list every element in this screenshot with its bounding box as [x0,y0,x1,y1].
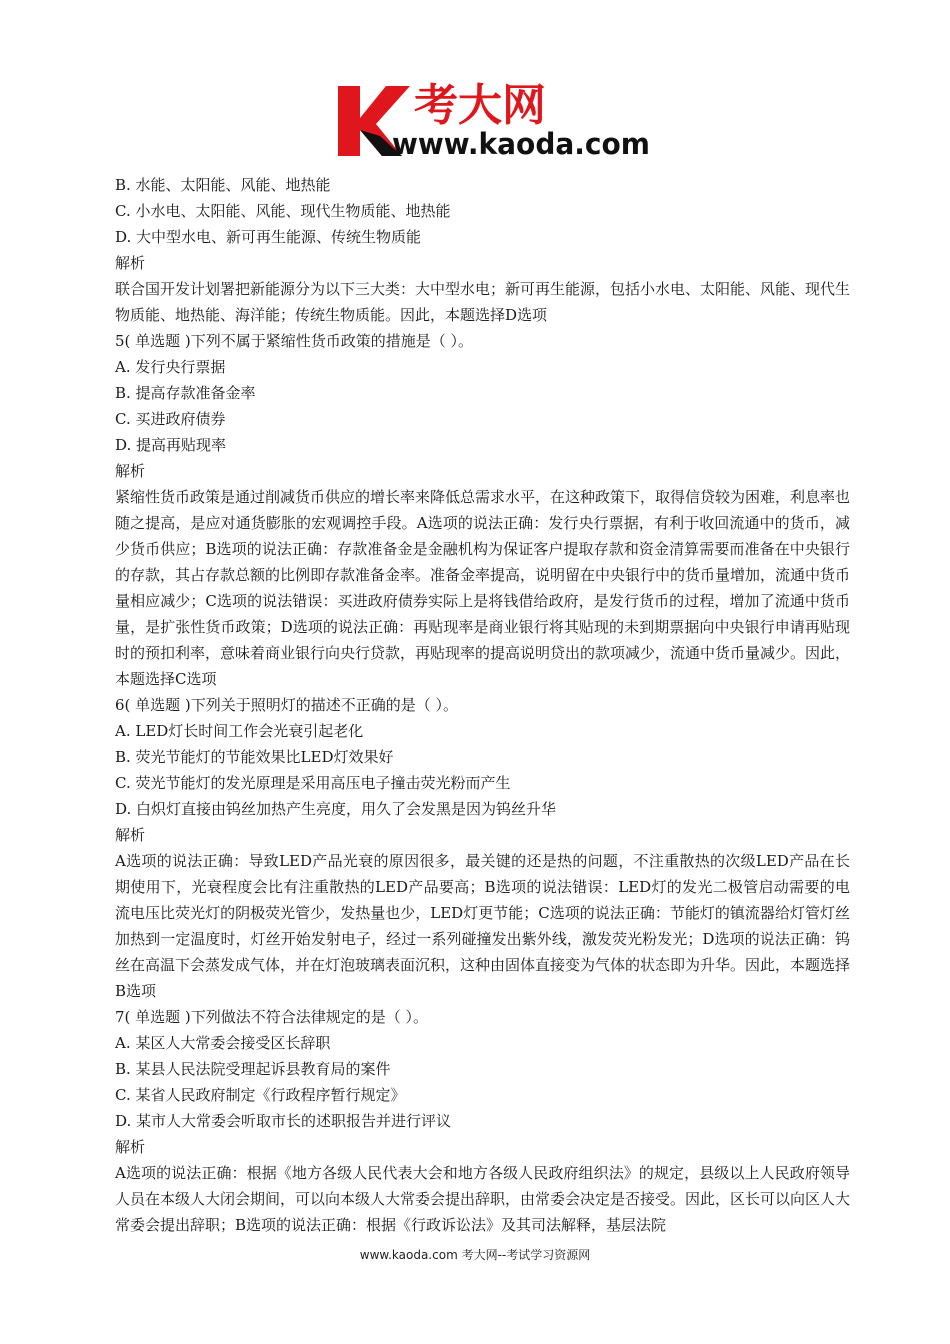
analysis-label: 解析 [115,826,146,844]
logo-brand-text: 考大网 [414,80,546,131]
page-footer: www.kaoda.com 考大网--考试学习资源网 [359,1248,591,1262]
question-title: 5( 单选题 )下列不属于紧缩性货币政策的措施是（ ）。 [115,332,474,350]
option-c: C. 小水电、太阳能、风能、现代生物质能、地热能 [115,202,451,220]
option-d: D. 提高再贴现率 [115,436,227,454]
analysis-label: 解析 [115,462,146,480]
question-6 [115,692,850,1004]
kaoda-logo [330,78,660,160]
analysis-text: 联合国开发计划署把新能源分为以下三大类：大中型水电；新可再生能源，包括小水电、太阳能、风能、现代生物质能、地热能、海洋能；传统生物质能。因此，本题选择D选项 [115,280,851,324]
option-b: B. 水能、太阳能、风能、地热能 [115,176,331,194]
question-5 [115,328,850,692]
option-d: D. 白炽灯直接由钨丝加热产生亮度，用久了会发黑是因为钨丝升华 [115,800,557,818]
option-c: C. 某省人民政府制定《行政程序暂行规定》 [115,1086,406,1104]
option-d: D. 大中型水电、新可再生能源、传统生物质能 [115,228,422,246]
analysis-label: 解析 [115,254,146,272]
question-title: 6( 单选题 )下列关于照明灯的描述不正确的是（ ）。 [115,696,459,714]
analysis-text: A选项的说法正确：导致LED产品光衰的原因很多，最关键的还是热的问题，不注重散热的次级LED产品在长期使用下，光衰程度会比有注重散热的LED产品要高；B选项的说法错误：LED灯的发光二极管启动需要的电流电压比荧光灯的阴极荧光管少，发热量也少，LED灯更节能；C选项的说法正确：节能灯的镇流器给灯管灯丝加热到一定温度时，灯丝开始发射电子，经过一系列碰撞发出紫外线，激发荧光粉发光；D选项的说法正确：钨丝在高温下会蒸发成气体，并在灯泡玻璃表面沉积，这种由固体直接变为气体的状态即为升华。因此，本题选择B选项 [115,852,851,1000]
option-a: A. LED灯长时间工作会光衰引起老化 [115,722,364,740]
option-d: D. 某市人大常委会听取市长的述职报告并进行评议 [115,1112,452,1130]
document-body [115,172,850,1238]
question-4-tail [115,172,850,328]
analysis-text: A选项的说法正确：根据《地方各级人民代表大会和地方各级人民政府组织法》的规定，县级以上人民政府领导人员在本级人大闭会期间，可以向本级人大常委会提出辞职，由常委会决定是否接受。因此，区长可以向区人大常委会提出辞职；B选项的说法正确：根据《行政诉讼法》及其司法解释，基层法院 [115,1164,851,1234]
option-a: A. 某区人大常委会接受区长辞职 [115,1034,331,1052]
question-title: 7( 单选题 )下列做法不符合法律规定的是（ ）。 [115,1008,429,1026]
option-a: A. 发行央行票据 [115,358,226,376]
option-c: C. 买进政府债券 [115,410,226,428]
option-b: B. 荧光节能灯的节能效果比LED灯效果好 [115,748,394,766]
analysis-label: 解析 [115,1138,146,1156]
option-b: B. 某县人民法院受理起诉县教育局的案件 [115,1060,391,1078]
option-c: C. 荧光节能灯的发光原理是采用高压电子撞击荧光粉而产生 [115,774,511,792]
analysis-text: 紧缩性货币政策是通过削减货币供应的增长率来降低总需求水平，在这种政策下，取得信贷较为困难，利息率也随之提高，是应对通货膨胀的宏观调控手段。A选项的说法正确：发行央行票据，有利于收回流通中的货币，减少货币供应；B选项的说法正确：存款准备金是金融机构为保证客户提取存款和资金清算需要而准备在中央银行的存款，其占存款总额的比例即存款准备金率。准备金率提高，说明留在中央银行中的货币量增加，流通中货币量相应减少；C选项的说法错误：买进政府债券实际上是将钱借给政府，是发行货币的过程，增加了流通中货币量，是扩张性货币政策；D选项的说法正确：再贴现率是商业银行将其贴现的未到期票据向中央银行申请再贴现时的预扣利率，意味着商业银行向央行贷款，再贴现率的提高说明贷出的款项减少，流通中货币量减少。因此，本题选择C选项 [115,488,851,688]
option-b: B. 提高存款准备金率 [115,384,256,402]
logo-url-text: www.kaoda.com [392,127,650,160]
question-7 [115,1004,850,1238]
